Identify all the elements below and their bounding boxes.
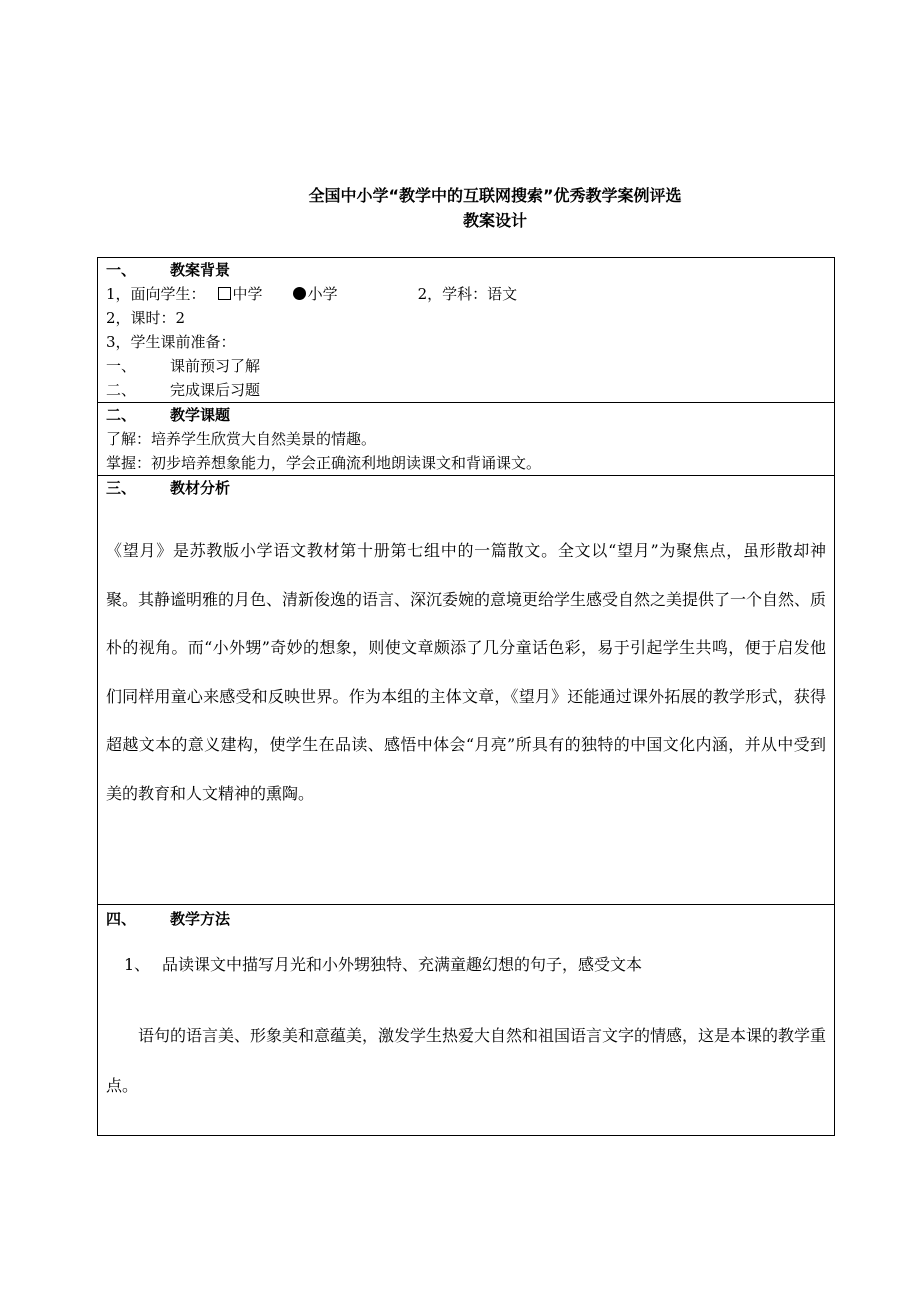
option-middle-school: 中学: [232, 285, 263, 303]
section-methods: [98, 905, 835, 1136]
audience-label: 1，面向学生：: [106, 285, 206, 303]
objective-master: 掌握：初步培养想象能力，学会正确流利地朗读课文和背诵课文。: [106, 454, 542, 472]
prep-label: 3，学生课前准备：: [106, 333, 236, 351]
section-heading: [106, 476, 826, 500]
document-title: 全国中小学“教学中的互联网搜索”优秀教学案例评选: [308, 186, 682, 205]
section-number: 三、: [106, 479, 137, 497]
method-item: [106, 953, 826, 977]
section-title: 教学方法: [170, 910, 231, 928]
prep-item-number: 一、: [106, 357, 137, 375]
section-background: [98, 258, 835, 403]
checkbox-empty-icon: [218, 287, 231, 300]
method-item-number: 1、: [124, 955, 151, 974]
section-title: 教材分析: [170, 479, 231, 497]
prep-item: [106, 378, 826, 402]
prep-item-text: 完成课后习题: [170, 381, 261, 399]
section-number: 一、: [106, 261, 137, 279]
section-title: 教案背景: [170, 261, 231, 279]
subject-label: 2，学科：语文: [417, 285, 518, 303]
section-heading: [106, 403, 826, 427]
section-heading: [106, 907, 826, 931]
section-topic: [98, 403, 835, 476]
method-item-text: 品读课文中描写月光和小外甥独特、充满童趣幻想的句子，感受文本: [162, 955, 643, 974]
objective-understand: 了解：培养学生欣赏大自然美景的情趣。: [106, 430, 377, 448]
section-analysis: [98, 476, 835, 905]
filled-circle-icon: [293, 287, 306, 300]
prep-item: [106, 354, 826, 378]
method-item-continuation: 语句的语言美、形象美和意蕴美，激发学生热爱大自然和祖国语言文字的情感，这是本课的教学重点。: [106, 1026, 827, 1095]
section-title: 教学课题: [170, 406, 231, 424]
section-number: 四、: [106, 910, 137, 928]
document-subtitle: 教案设计: [462, 211, 527, 230]
audience-row: [106, 282, 826, 306]
class-hours: 2，课时：2: [106, 309, 186, 327]
prep-item-number: 二、: [106, 381, 137, 399]
prep-item-text: 课前预习了解: [170, 357, 261, 375]
section-heading: [106, 258, 826, 282]
analysis-paragraph: 《望月》是苏教版小学语文教材第十册第七组中的一篇散文。全文以“望月”为聚焦点，虽形散却神聚。其静谧明雅的月色、清新俊逸的语言、深沉委婉的意境更给学生感受自然之美提供了一个自然、质朴的视角。而“小外甥”奇妙的想象，则使文章颇添了几分童话色彩，易于引起学生共鸣，便于启发他们同样用童心来感受和反映世界。作为本组的主体文章，《望月》还能通过课外拓展的教学形式，获得超越文本的意义建构，使学生在品读、感悟中体会“月亮”所具有的独特的中国文化内涵，并从中受到美的教育和人文精神的熏陶。: [106, 541, 827, 803]
section-number: 二、: [106, 406, 137, 424]
lesson-plan-table: [97, 257, 835, 1136]
option-primary-school: 小学: [307, 285, 338, 303]
